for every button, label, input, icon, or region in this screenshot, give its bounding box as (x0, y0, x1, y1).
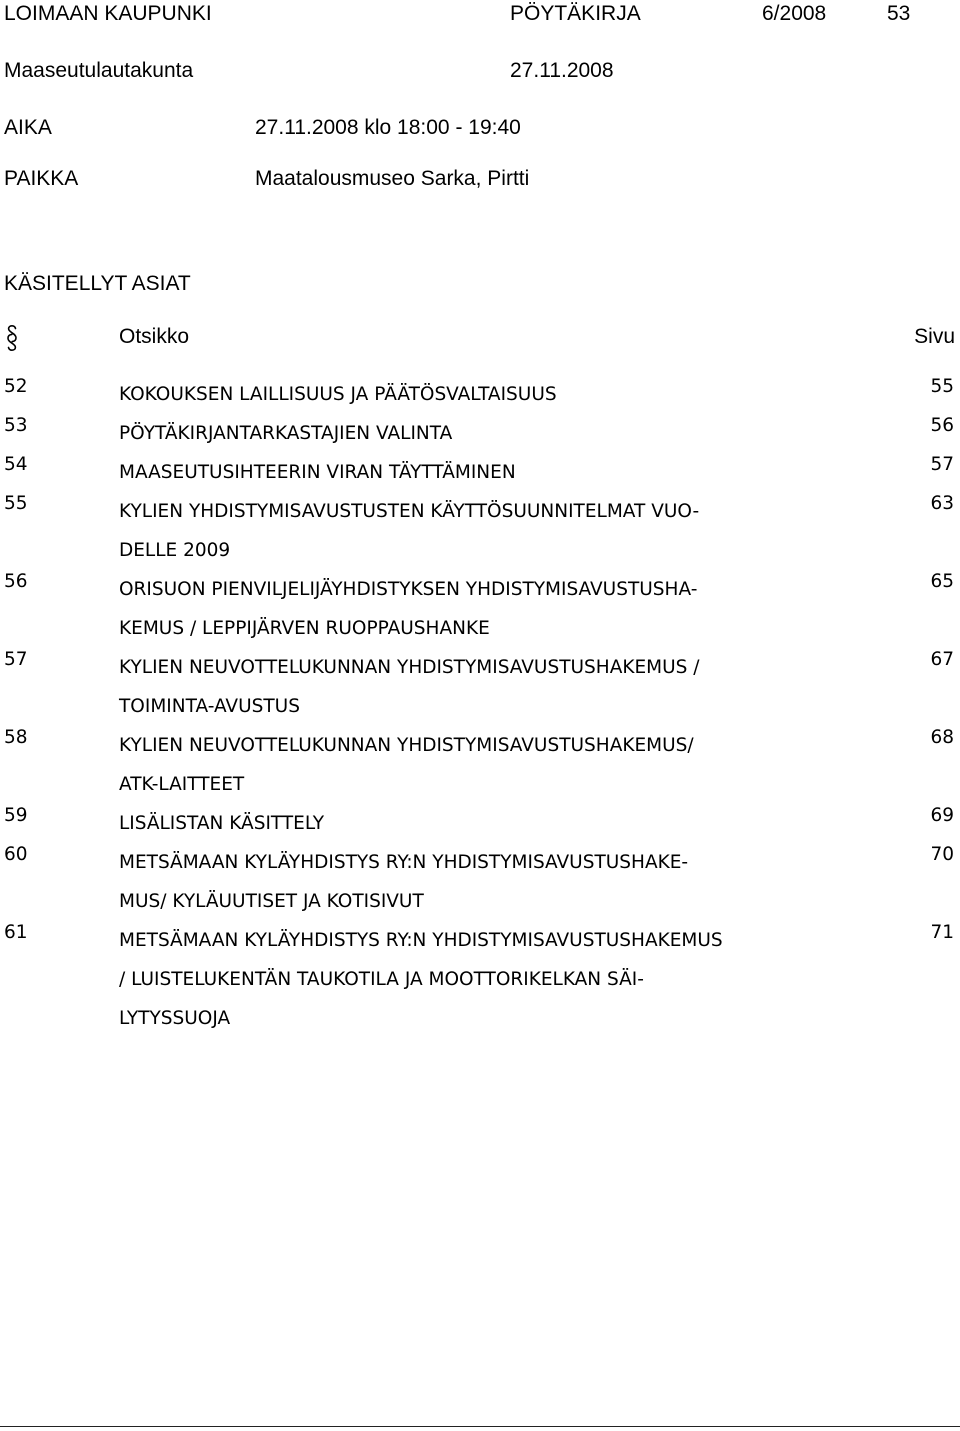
item-number: 61 (4, 922, 28, 943)
item-title-line: TOIMINTA-AVUSTUS (119, 696, 300, 717)
item-title-line: MAASEUTUSIHTEERIN VIRAN TÄYTTÄMINEN (119, 462, 516, 483)
item-title-line: KOKOUKSEN LAILLISUUS JA PÄÄTÖSVALTAISUUS (119, 384, 557, 405)
column-title-header: Otsikko (119, 325, 190, 348)
item-title (119, 648, 859, 726)
item-number: 52 (4, 376, 28, 397)
agenda-heading: KÄSITELLYT ASIAT (4, 272, 191, 295)
item-title (119, 570, 859, 648)
item-title-line: METSÄMAAN KYLÄYHDISTYS RY:N YHDISTYMISAVUSTUSHAKE- (119, 852, 689, 873)
item-title (119, 453, 859, 492)
section-sign-icon (5, 324, 19, 352)
page-number: 53 (887, 2, 911, 25)
item-page: 68 (930, 727, 954, 748)
item-title (119, 414, 859, 453)
item-title-line: KYLIEN YHDISTYMISAVUSTUSTEN KÄYTTÖSUUNNITELMAT VUO- (119, 501, 700, 522)
item-title (119, 804, 859, 843)
document-type: PÖYTÄKIRJA (510, 2, 641, 25)
item-title (119, 843, 859, 921)
item-title-line: METSÄMAAN KYLÄYHDISTYS RY:N YHDISTYMISAVUSTUSHAKEMUS (119, 930, 723, 951)
item-number: 55 (4, 493, 28, 514)
item-title (119, 375, 859, 414)
board-name: Maaseutulautakunta (4, 59, 194, 82)
item-title-line: / LUISTELUKENTÄN TAUKOTILA JA MOOTTORIKELKAN SÄI- (119, 969, 644, 990)
item-page: 70 (930, 844, 954, 865)
time-value: 27.11.2008 klo 18:00 - 19:40 (255, 116, 521, 139)
city-name: LOIMAAN KAUPUNKI (4, 2, 212, 25)
item-title (119, 726, 859, 804)
item-number: 59 (4, 805, 28, 826)
item-title-line: LYTYSSUOJA (119, 1008, 231, 1029)
column-page-header: Sivu (914, 325, 955, 348)
item-title-line: KYLIEN NEUVOTTELUKUNNAN YHDISTYMISAVUSTUSHAKEMUS / (119, 657, 700, 678)
item-page: 65 (930, 571, 954, 592)
place-value: Maatalousmuseo Sarka, Pirtti (255, 167, 530, 190)
page-bottom-divider (0, 1426, 960, 1427)
item-title-line: LISÄLISTAN KÄSITTELY (119, 813, 325, 834)
item-page: 55 (930, 376, 954, 397)
item-number: 53 (4, 415, 28, 436)
item-title-line: ATK-LAITTEET (119, 774, 245, 795)
item-page: 71 (930, 922, 954, 943)
item-title-line: PÖYTÄKIRJANTARKASTAJIEN VALINTA (119, 423, 453, 444)
item-number: 60 (4, 844, 28, 865)
item-page: 63 (930, 493, 954, 514)
item-number: 56 (4, 571, 28, 592)
item-number: 57 (4, 649, 28, 670)
item-page: 57 (930, 454, 954, 475)
item-title-line: KEMUS / LEPPIJÄRVEN RUOPPAUSHANKE (119, 618, 490, 639)
time-label: AIKA (4, 116, 52, 139)
item-title-line: DELLE 2009 (119, 540, 231, 561)
item-title (119, 921, 859, 1038)
item-page: 56 (930, 415, 954, 436)
item-title-line: MUS/ KYLÄUUTISET JA KOTISIVUT (119, 891, 424, 912)
item-page: 67 (930, 649, 954, 670)
issue-number: 6/2008 (762, 2, 827, 25)
item-title-line: KYLIEN NEUVOTTELUKUNNAN YHDISTYMISAVUSTUSHAKEMUS/ (119, 735, 694, 756)
item-page: 69 (930, 805, 954, 826)
item-title (119, 492, 859, 570)
header-date: 27.11.2008 (510, 59, 614, 82)
place-label: PAIKKA (4, 167, 79, 190)
item-number: 54 (4, 454, 28, 475)
item-number: 58 (4, 727, 28, 748)
item-title-line: ORISUON PIENVILJELIJÄYHDISTYKSEN YHDISTYMISAVUSTUSHA- (119, 579, 698, 600)
